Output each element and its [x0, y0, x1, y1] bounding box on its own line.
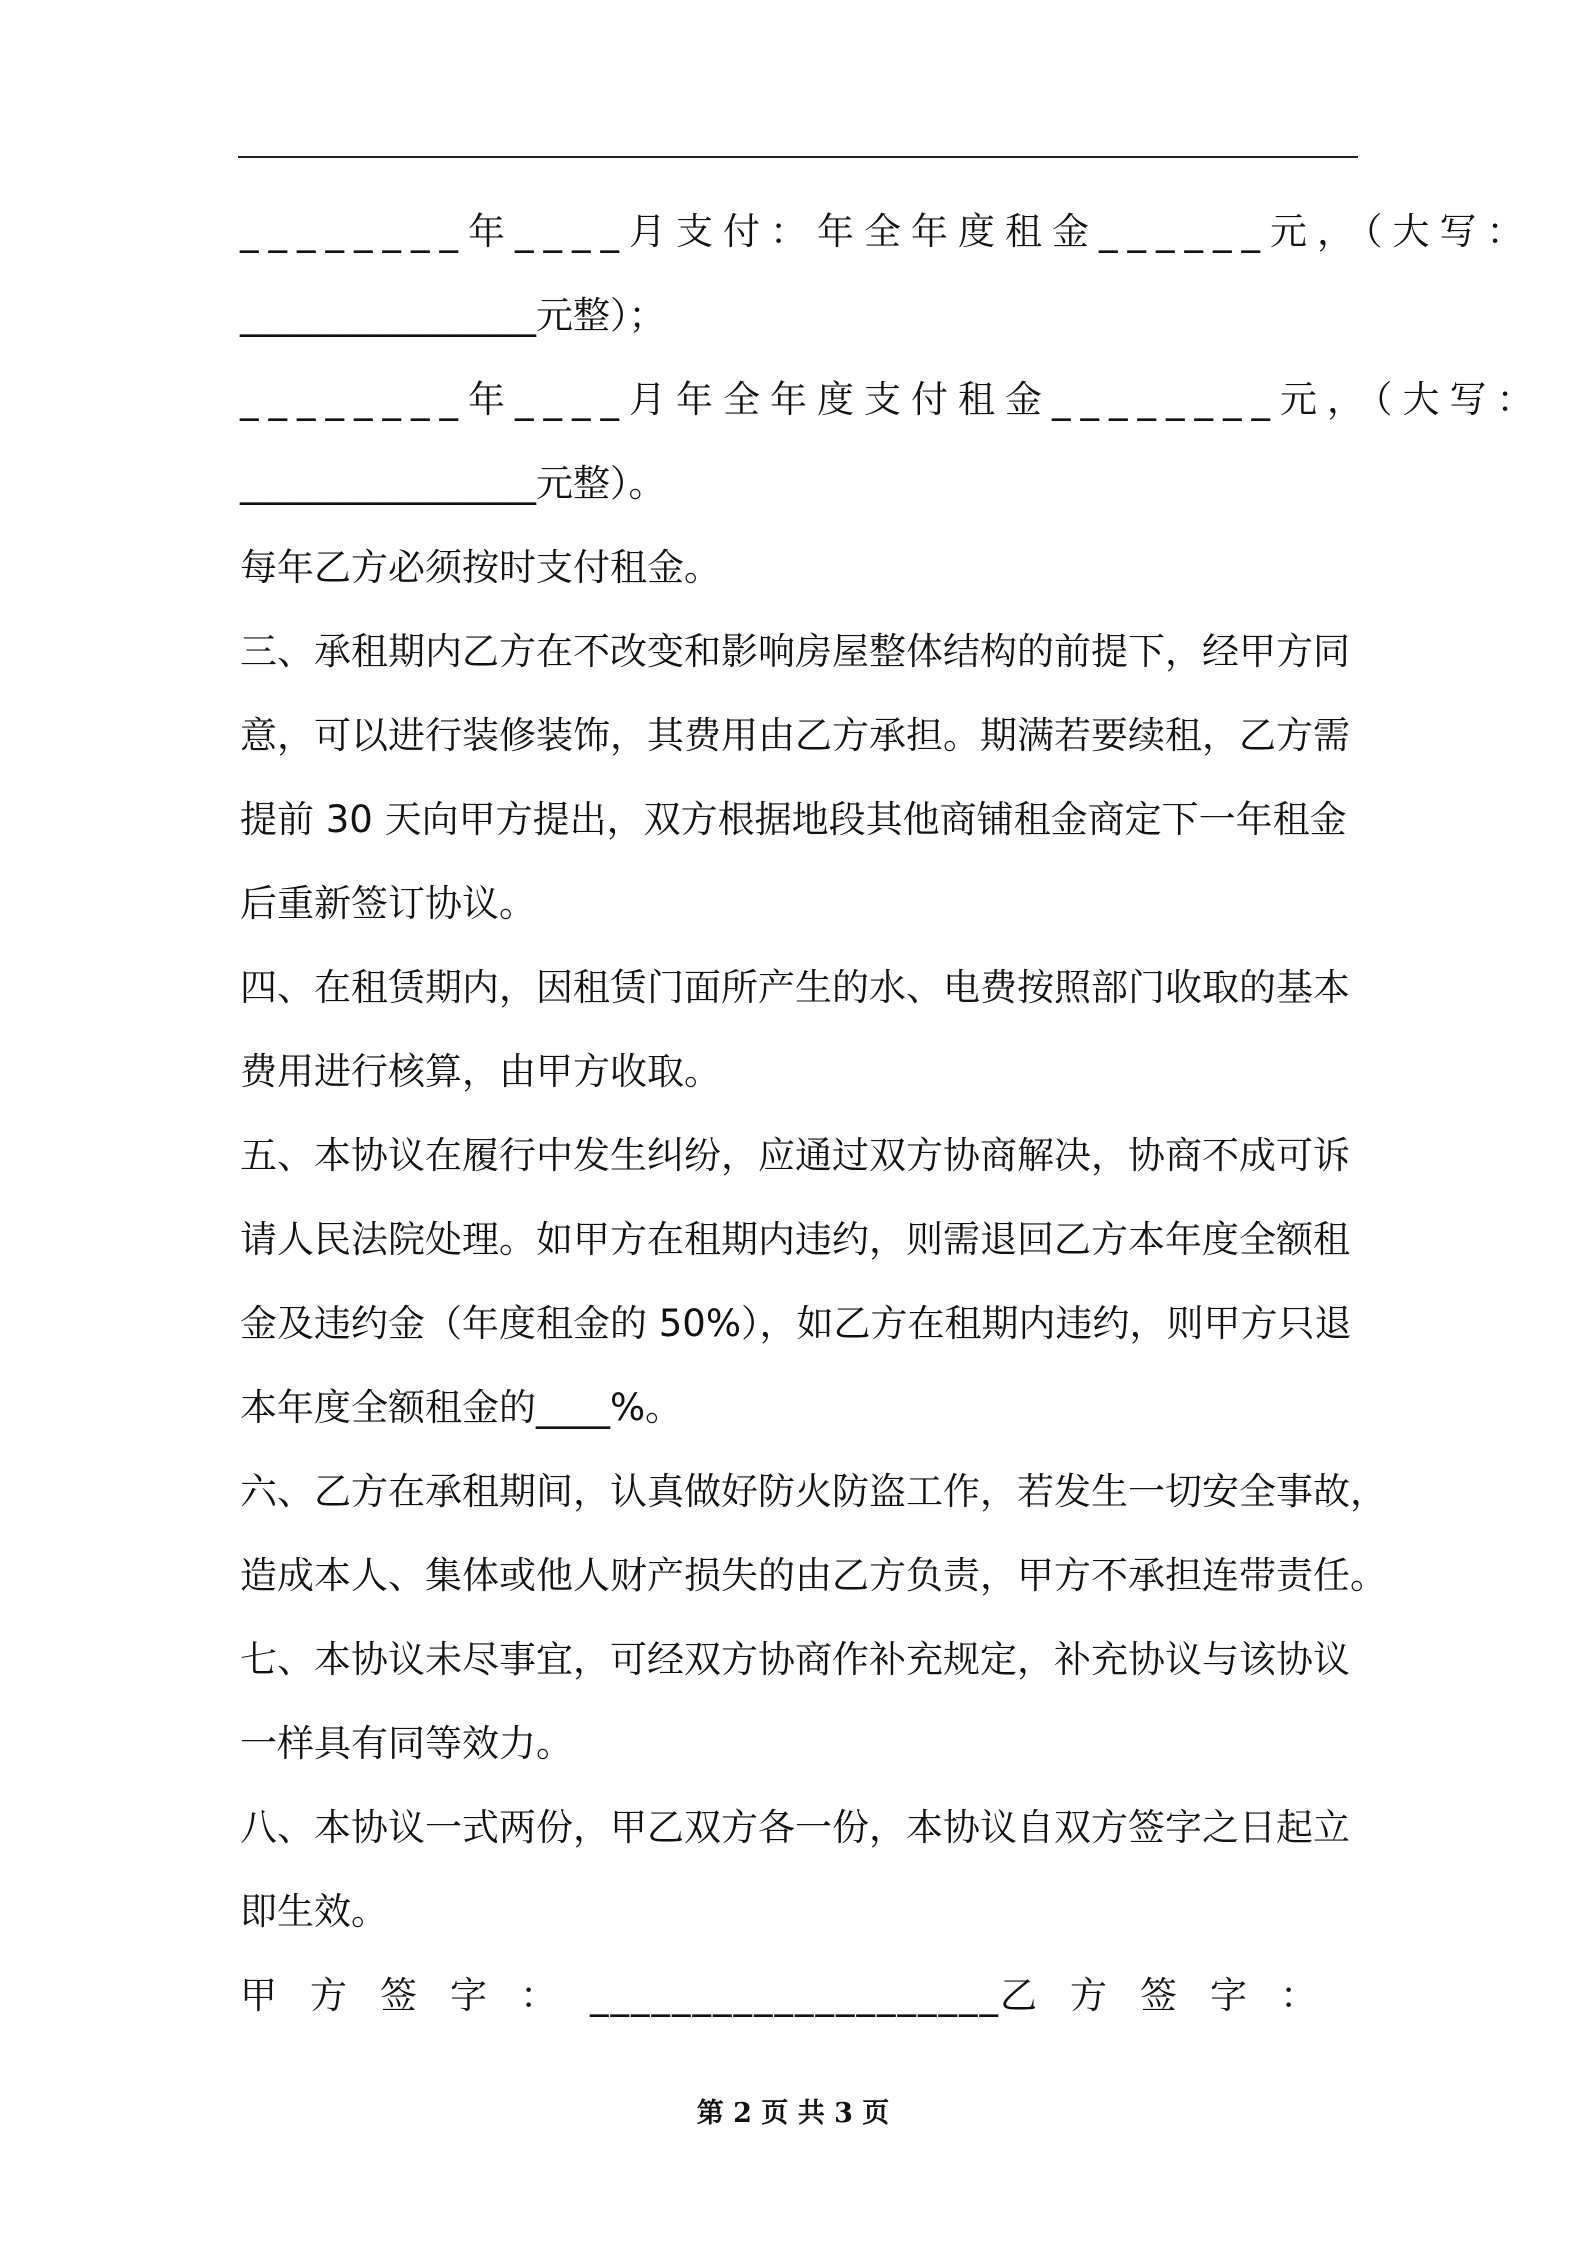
text-line: 三、承租期内乙方在不改变和影响房屋整体结构的前提下，经甲方同 [240, 630, 1350, 673]
text-line: 意，可以进行装修装饰，其费用由乙方承担。期满若要续租，乙方需 [240, 714, 1350, 757]
text-line: 提前 30 天向甲方提出，双方根据地段其他商铺租金商定下一年租金 [240, 798, 1347, 841]
document-body [240, 190, 1544, 2038]
text-line: 四、在租赁期内，因租赁门面所产生的水、电费按照部门收取的基本 [240, 966, 1350, 1009]
text-line: ________年____月年全年度支付租金________元，（大写： [240, 378, 1544, 421]
text-line: 六、乙方在承租期间，认真做好防火防盗工作，若发生一切安全事故， [240, 1470, 1387, 1513]
party-a-signature-blank: ____________________ [590, 1974, 1000, 2017]
text-line: 七、本协议未尽事宜，可经双方协商作补充规定，补充协议与该协议 [240, 1638, 1350, 1681]
signature-line [240, 1954, 1360, 2038]
text-line: 五、本协议在履行中发生纠纷，应通过双方协商解决，协商不成可诉 [240, 1134, 1350, 1177]
party-b-signature-label: 乙方签字： [1000, 1974, 1350, 2017]
page-number: 第 2 页 共 3 页 [696, 2098, 890, 2129]
text-line: ________年____月支付：年全年度租金______元，（大写： [240, 210, 1534, 253]
text-line: ________________元整）； [240, 294, 666, 337]
party-a-signature-label: 甲方签字： [240, 1974, 590, 2017]
text-line: ________________元整）。 [240, 462, 666, 505]
text-line: 八、本协议一式两份，甲乙双方各一份，本协议自双方签字之日起立 [240, 1806, 1350, 1849]
text-line: 即生效。 [240, 1890, 388, 1933]
text-line: 一样具有同等效力。 [240, 1722, 573, 1765]
text-line: 费用进行核算，由甲方收取。 [240, 1050, 721, 1093]
text-line: 金及违约金（年度租金的 50%），如乙方在租期内违约，则甲方只退 [240, 1302, 1352, 1345]
text-line: 造成本人、集体或他人财产损失的由乙方负责，甲方不承担连带责任。 [240, 1554, 1387, 1597]
header-rule [238, 156, 1358, 158]
text-line: 后重新签订协议。 [240, 882, 536, 925]
text-line: 本年度全额租金的____%。 [240, 1386, 683, 1429]
text-line: 请人民法院处理。如甲方在租期内违约，则需退回乙方本年度全额租 [240, 1218, 1350, 1261]
text-line: 每年乙方必须按时支付租金。 [240, 546, 721, 589]
